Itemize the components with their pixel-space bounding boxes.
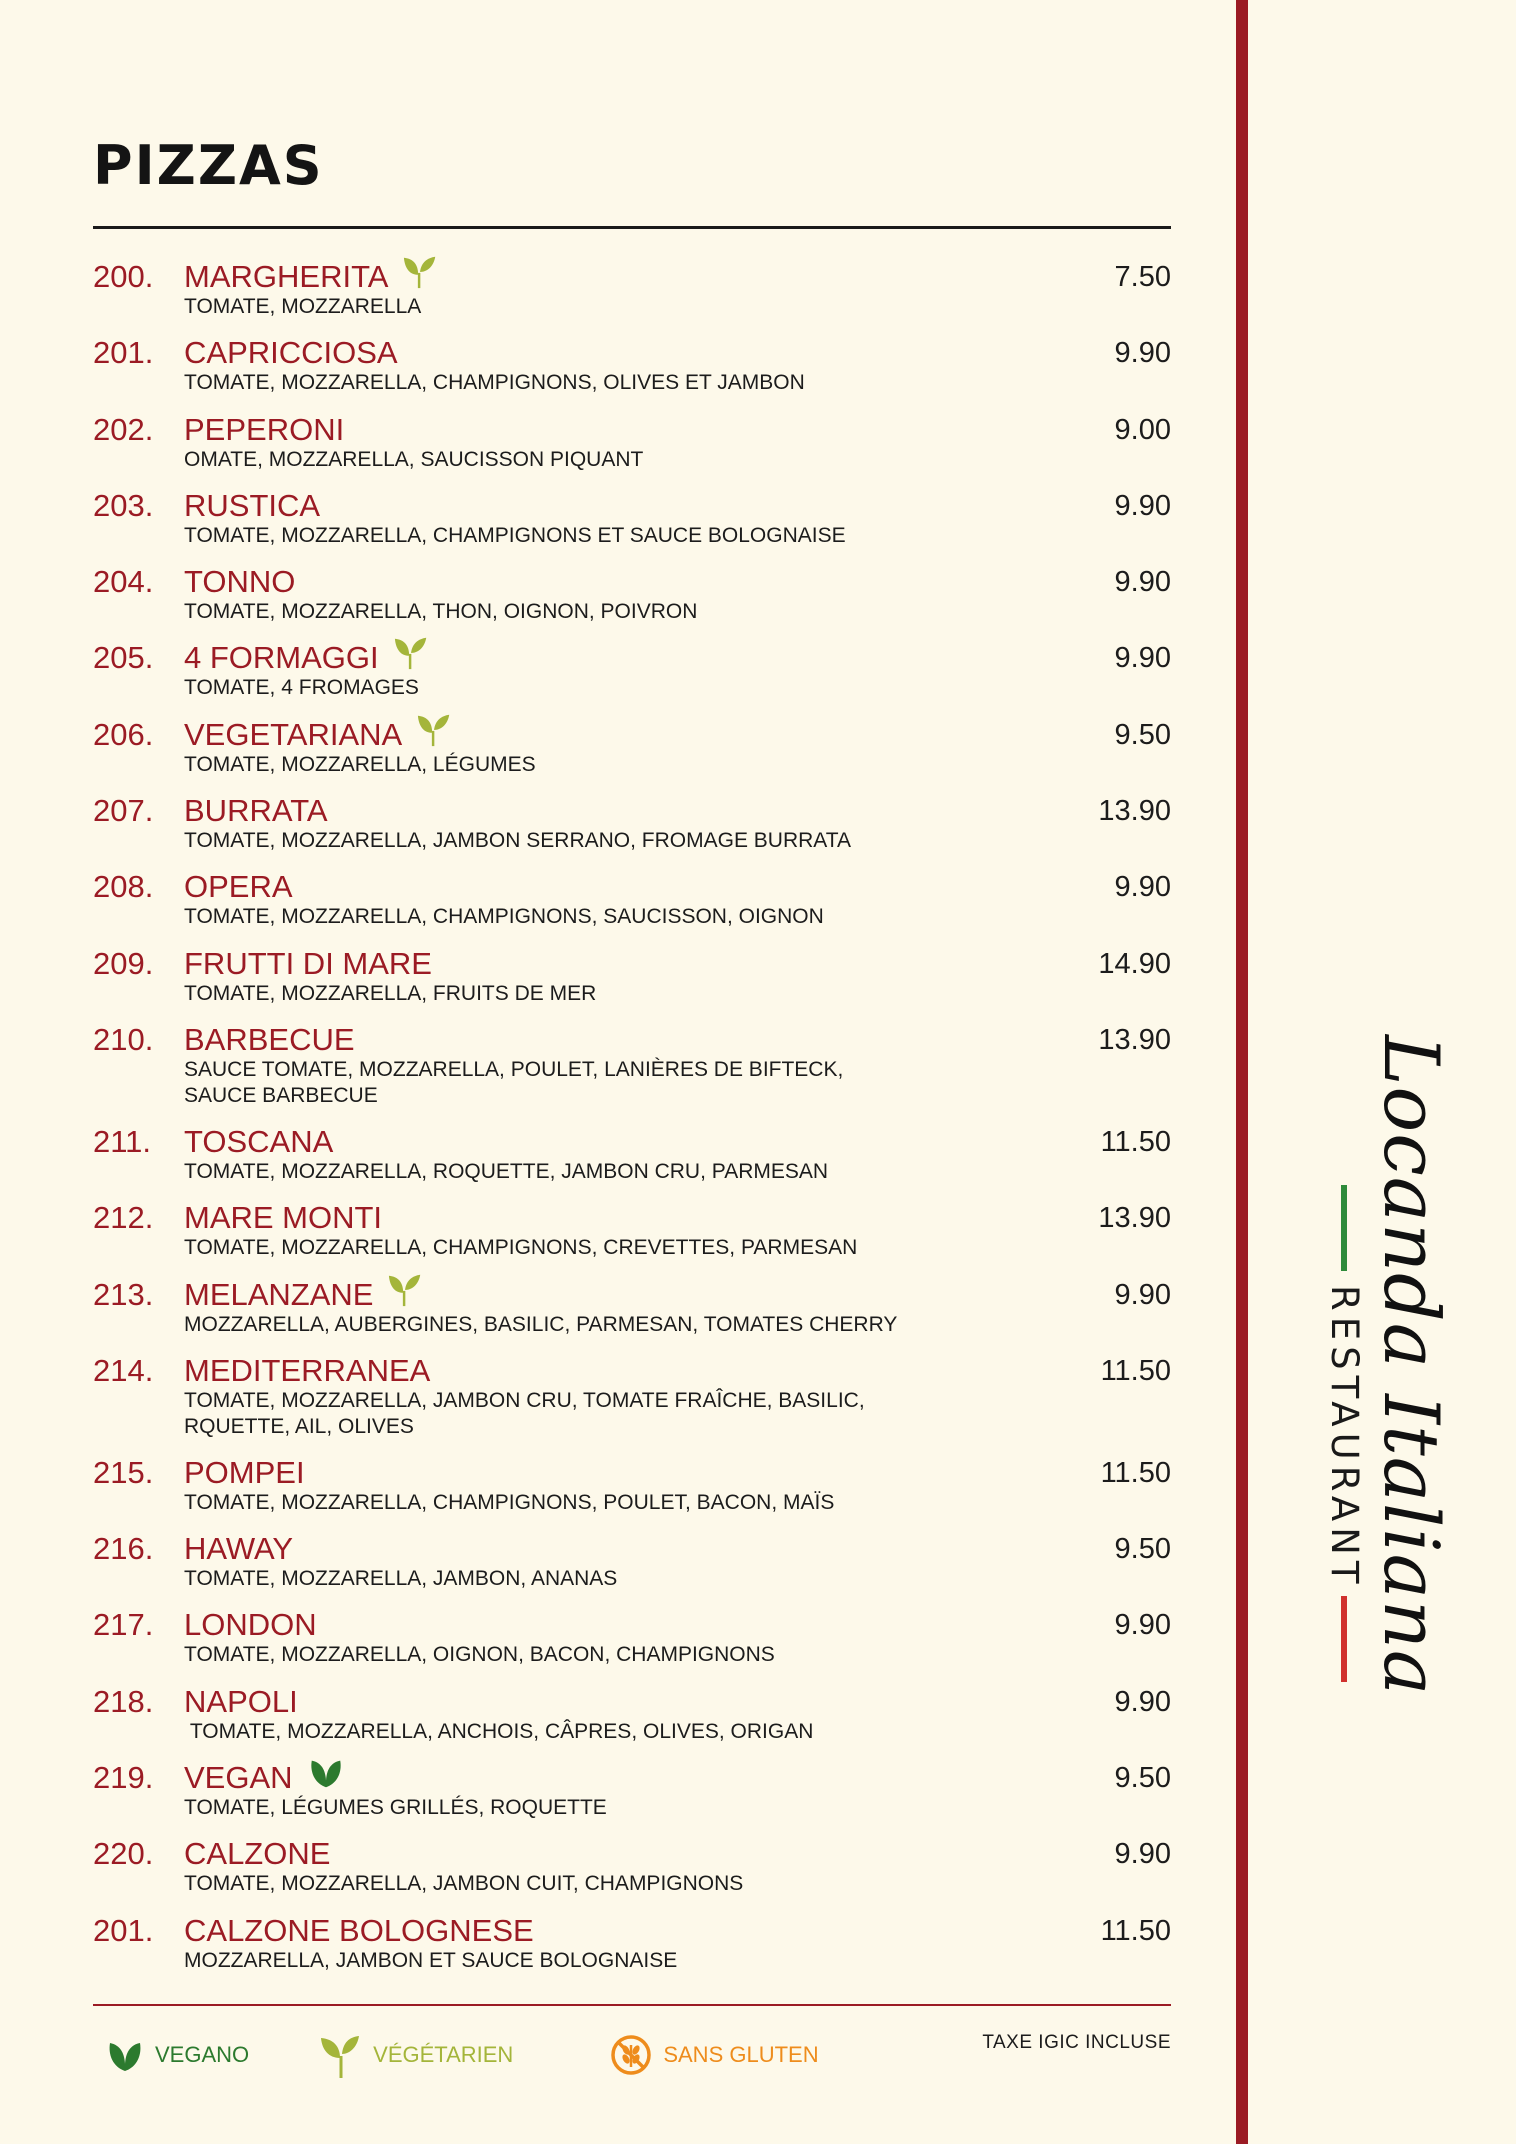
item-number: 205. xyxy=(93,640,154,676)
menu-item xyxy=(93,945,1171,1021)
item-price: 14.90 xyxy=(1098,947,1171,980)
item-number: 201. xyxy=(93,335,154,371)
menu-item xyxy=(93,1683,1171,1759)
item-number: 214. xyxy=(93,1352,154,1388)
vegetarian-sprout-icon xyxy=(319,2030,363,2080)
item-description: OMATE, MOZZARELLA, SAUCISSON PIQUANT xyxy=(184,447,644,471)
tax-note: TAXE IGIC INCLUSE xyxy=(982,2032,1171,2053)
vegetarian-sprout-icon xyxy=(402,252,440,290)
item-description: TOMATE, MOZZARELLA, THON, OIGNON, POIVRON xyxy=(184,600,698,624)
item-name: VEGAN xyxy=(184,1760,293,1796)
item-number: 213. xyxy=(93,1276,154,1312)
menu-item xyxy=(93,1835,1171,1911)
item-description: TOMATE, MOZZARELLA, JAMBON, ANANAS xyxy=(184,1567,618,1591)
menu-item xyxy=(93,1606,1171,1682)
item-description: TOMATE, MOZZARELLA, ANCHOIS, CÂPRES, OLIVES, ORIGAN xyxy=(184,1719,814,1743)
item-name: LONDON xyxy=(184,1607,317,1643)
item-name: VEGETARIANA xyxy=(184,716,403,752)
item-description: TOMATE, MOZZARELLA, CHAMPIGNONS, SAUCISSON, OIGNON xyxy=(184,905,824,929)
brand-restaurant-label: RESTAURANT xyxy=(1323,1285,1366,1590)
vegetarian-sprout-icon xyxy=(393,633,431,671)
menu-item xyxy=(93,487,1171,563)
item-number: 201. xyxy=(93,1912,154,1948)
item-name: POMPEI xyxy=(184,1454,305,1490)
item-price: 9.00 xyxy=(1114,413,1171,446)
item-price: 9.90 xyxy=(1114,1278,1171,1311)
menu-item xyxy=(93,1123,1171,1199)
item-name: MARGHERITA xyxy=(184,259,389,294)
brand-restaurant-row xyxy=(1323,1185,1366,1682)
menu-item xyxy=(93,868,1171,944)
item-name: TOSCANA xyxy=(184,1123,334,1159)
item-price: 9.50 xyxy=(1114,1762,1171,1795)
item-name: MELANZANE xyxy=(184,1276,374,1312)
flag-red-bar xyxy=(1342,1596,1348,1682)
item-price: 9.50 xyxy=(1114,718,1171,751)
item-number: 202. xyxy=(93,411,154,447)
item-description: TOMATE, MOZZARELLA, CHAMPIGNONS, OLIVES ET JAMBON xyxy=(184,371,805,395)
bottom-divider xyxy=(93,2004,1171,2006)
item-name: MARE MONTI xyxy=(184,1200,383,1236)
item-description: TOMATE, MOZZARELLA, FRUITS DE MER xyxy=(184,981,597,1005)
item-number: 212. xyxy=(93,1200,154,1236)
item-description: TOMATE, MOZZARELLA xyxy=(184,295,422,318)
menu-item xyxy=(93,1759,1171,1835)
item-number: 217. xyxy=(93,1607,154,1643)
item-price: 9.90 xyxy=(1114,566,1171,599)
legend-vegetarien xyxy=(319,2030,513,2080)
menu-item xyxy=(93,1021,1171,1123)
item-description: TOMATE, LÉGUMES GRILLÉS, ROQUETTE xyxy=(184,1796,607,1820)
menu-item xyxy=(93,1912,1171,1988)
item-price: 11.50 xyxy=(1100,1125,1171,1158)
item-number: 215. xyxy=(93,1454,154,1490)
menu-item xyxy=(93,563,1171,639)
top-divider xyxy=(93,226,1171,229)
item-price: 9.50 xyxy=(1114,1533,1171,1566)
item-name: CALZONE xyxy=(184,1836,331,1872)
item-price: 13.90 xyxy=(1098,1202,1171,1235)
item-number: 210. xyxy=(93,1021,154,1057)
item-number: 200. xyxy=(93,259,154,294)
menu-item xyxy=(93,1199,1171,1275)
menu-item xyxy=(93,1276,1171,1352)
flag-green-bar xyxy=(1342,1185,1348,1271)
legend xyxy=(105,2030,819,2080)
item-name: CALZONE BOLOGNESE xyxy=(184,1912,534,1948)
menu-item xyxy=(93,1352,1171,1454)
item-price: 13.90 xyxy=(1098,795,1171,828)
item-description: TOMATE, MOZZARELLA, LÉGUMES xyxy=(184,752,536,776)
item-description: TOMATE, MOZZARELLA, ROQUETTE, JAMBON CRU, PARMESAN xyxy=(184,1159,829,1183)
item-description: TOMATE, MOZZARELLA, CHAMPIGNONS, CREVETTES, PARMESAN xyxy=(184,1236,858,1260)
item-description: TOMATE, MOZZARELLA, CHAMPIGNONS ET SAUCE BOLOGNAISE xyxy=(184,523,846,547)
menu-item xyxy=(93,792,1171,868)
menu-item xyxy=(93,1530,1171,1606)
item-price: 11.50 xyxy=(1100,1456,1171,1489)
vegan-leaves-icon xyxy=(307,1753,345,1791)
item-number: 204. xyxy=(93,564,154,600)
item-name: BARBECUE xyxy=(184,1021,355,1057)
item-number: 211. xyxy=(93,1123,152,1159)
item-description: SAUCE TOMATE, MOZZARELLA, POULET, LANIÈRES DE BIFTECK, SAUCE BARBECUE xyxy=(184,1057,844,1107)
item-price: 9.90 xyxy=(1114,642,1171,675)
item-description: TOMATE, MOZZARELLA, CHAMPIGNONS, POULET, BACON, MAÏS xyxy=(184,1490,835,1514)
legend-sans-gluten-label: SANS GLUTEN xyxy=(663,2042,819,2067)
page-title: PIZZAS xyxy=(93,134,324,197)
item-name: PEPERONI xyxy=(184,411,345,447)
item-name: 4 FORMAGGI xyxy=(184,640,379,676)
item-description: TOMATE, MOZZARELLA, JAMBON SERRANO, FROMAGE BURRATA xyxy=(184,829,852,853)
item-price: 9.90 xyxy=(1114,1685,1171,1718)
item-name: HAWAY xyxy=(184,1531,294,1567)
menu-list xyxy=(93,258,1171,1988)
vegetarian-sprout-icon xyxy=(387,1270,425,1308)
item-name: OPERA xyxy=(184,869,293,905)
legend-vegano-label: VEGANO xyxy=(155,2042,250,2067)
item-number: 208. xyxy=(93,869,154,905)
item-description: TOMATE, MOZZARELLA, OIGNON, BACON, CHAMPIGNONS xyxy=(184,1643,775,1667)
item-number: 220. xyxy=(93,1836,154,1872)
item-price: 9.90 xyxy=(1114,871,1171,904)
gluten-free-icon xyxy=(609,2033,653,2077)
legend-vegano xyxy=(105,2035,249,2075)
item-price: 9.90 xyxy=(1114,1609,1171,1642)
menu-item xyxy=(93,1454,1171,1530)
side-red-bar xyxy=(1236,0,1248,2144)
item-description: TOMATE, 4 FROMAGES xyxy=(184,676,419,700)
item-price: 13.90 xyxy=(1098,1023,1171,1056)
menu-item xyxy=(93,639,1171,715)
brand-script-name: Locanda Italiana xyxy=(1367,1035,1456,1697)
item-description: TOMATE, MOZZARELLA, JAMBON CRU, TOMATE FRAÎCHE, BASILIC, RQUETTE, AIL, OLIVES xyxy=(184,1388,865,1438)
legend-vegetarien-label: VÉGÉTARIEN xyxy=(373,2042,514,2067)
item-price: 11.50 xyxy=(1100,1354,1171,1387)
item-price: 11.50 xyxy=(1100,1914,1171,1947)
item-name: MEDITERRANEA xyxy=(184,1352,431,1388)
menu-item xyxy=(93,258,1171,334)
item-name: TONNO xyxy=(184,564,296,600)
item-name: RUSTICA xyxy=(184,487,321,523)
item-number: 219. xyxy=(93,1760,154,1796)
legend-sans-gluten xyxy=(609,2033,818,2077)
vegetarian-sprout-icon xyxy=(416,710,454,748)
item-number: 203. xyxy=(93,487,154,523)
item-name: BURRATA xyxy=(184,793,328,829)
item-name: NAPOLI xyxy=(184,1683,298,1719)
item-price: 9.90 xyxy=(1114,337,1171,370)
item-number: 207. xyxy=(93,793,154,829)
item-price: 9.90 xyxy=(1114,489,1171,522)
menu-item xyxy=(93,334,1171,410)
menu-item xyxy=(93,716,1171,792)
item-description: TOMATE, MOZZARELLA, JAMBON CUIT, CHAMPIGNONS xyxy=(184,1872,744,1896)
item-description: MOZZARELLA, JAMBON ET SAUCE BOLOGNAISE xyxy=(184,1948,678,1972)
vegan-leaves-icon xyxy=(105,2035,145,2075)
item-number: 206. xyxy=(93,716,154,752)
item-name: FRUTTI DI MARE xyxy=(184,945,432,981)
item-price: 9.90 xyxy=(1114,1838,1171,1871)
item-price: 7.50 xyxy=(1114,261,1171,293)
brand-logo xyxy=(1304,1035,1456,1697)
item-description: MOZZARELLA, AUBERGINES, BASILIC, PARMESAN, TOMATES CHERRY xyxy=(184,1312,898,1336)
item-number: 216. xyxy=(93,1531,154,1567)
menu-item xyxy=(93,411,1171,487)
item-number: 218. xyxy=(93,1683,154,1719)
item-name: CAPRICCIOSA xyxy=(184,335,398,371)
item-number: 209. xyxy=(93,945,154,981)
